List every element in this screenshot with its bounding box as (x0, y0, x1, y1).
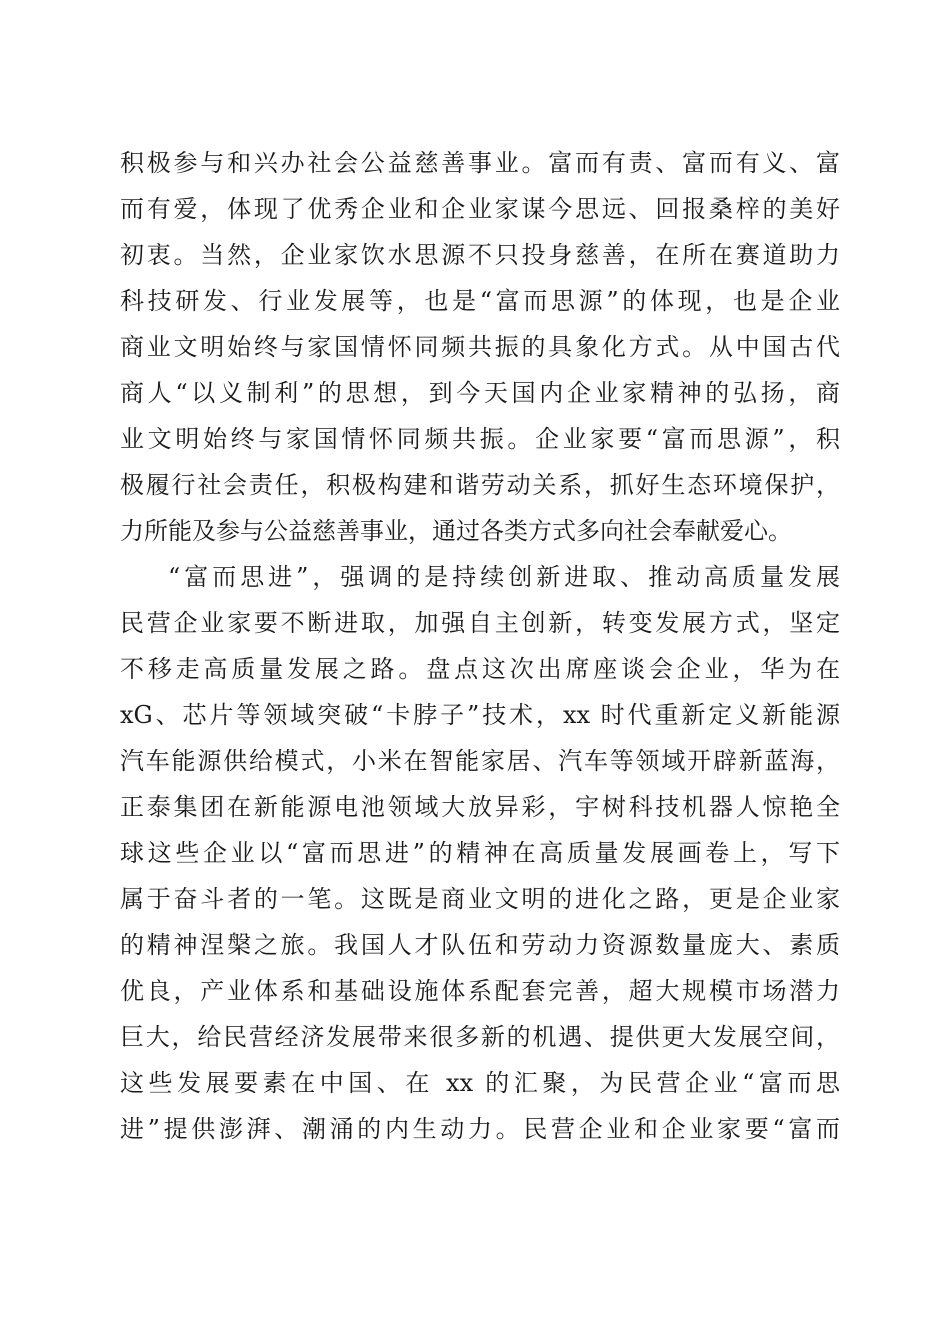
text-line: 正泰集团在新能源电池领域大放异彩，宇树科技机器人惊艳全 (120, 793, 840, 821)
text-line: 而有爱，体现了优秀企业和企业家谋今思远、回报桑梓的美好 (120, 195, 840, 223)
text-line: 极履行社会责任，积极构建和谐劳动关系，抓好生态环境保护， (120, 471, 840, 499)
text-line: xG、芯片等领域突破“卡脖子”技术，xx 时代重新定义新能源 (120, 701, 840, 729)
text-line: 属于奋斗者的一笔。这既是商业文明的进化之路，更是企业家 (120, 885, 840, 913)
text-line: 商人“以义制利”的思想，到今天国内企业家精神的弘扬，商 (120, 379, 840, 407)
text-line: 巨大，给民营经济发展带来很多新的机遇、提供更大发展空间， (120, 1023, 840, 1051)
text-line: 优良，产业体系和基础设施体系配套完善，超大规模市场潜力 (120, 977, 840, 1005)
paragraph-1 (120, 140, 840, 554)
text-line: 民营企业家要不断进取，加强自主创新，转变发展方式，坚定 (120, 609, 840, 637)
text-line: 进”提供澎湃、潮涌的内生动力。民营企业和企业家要“富而 (120, 1115, 840, 1143)
text-line: 积极参与和兴办社会公益慈善事业。富而有责、富而有义、富 (120, 149, 840, 177)
text-line: 科技研发、行业发展等，也是“富而思源”的体现，也是企业 (120, 287, 840, 315)
text-line: 不移走高质量发展之路。盘点这次出席座谈会企业，华为在 (120, 655, 840, 683)
text-line: 汽车能源供给模式，小米在智能家居、汽车等领域开辟新蓝海， (120, 747, 840, 775)
text-line: 商业文明始终与家国情怀同频共振的具象化方式。从中国古代 (120, 333, 840, 361)
text-line: 的精神涅槃之旅。我国人才队伍和劳动力资源数量庞大、素质 (120, 931, 840, 959)
text-line: 初衷。当然，企业家饮水思源不只投身慈善，在所在赛道助力 (120, 241, 840, 269)
text-line: 球这些企业以“富而思进”的精神在高质量发展画卷上，写下 (120, 839, 840, 867)
paragraph-2 (120, 554, 840, 1152)
text-line: “富而思进”，强调的是持续创新进取、推动高质量发展 (168, 563, 840, 591)
text-line: 力所能及参与公益慈善事业，通过各类方式多向社会奉献爱心。 (120, 517, 792, 545)
text-line: 业文明始终与家国情怀同频共振。企业家要“富而思源”，积 (120, 425, 840, 453)
document-body (120, 140, 840, 1152)
text-line: 这些发展要素在中国、在 xx 的汇聚，为民营企业“富而思 (120, 1069, 840, 1097)
